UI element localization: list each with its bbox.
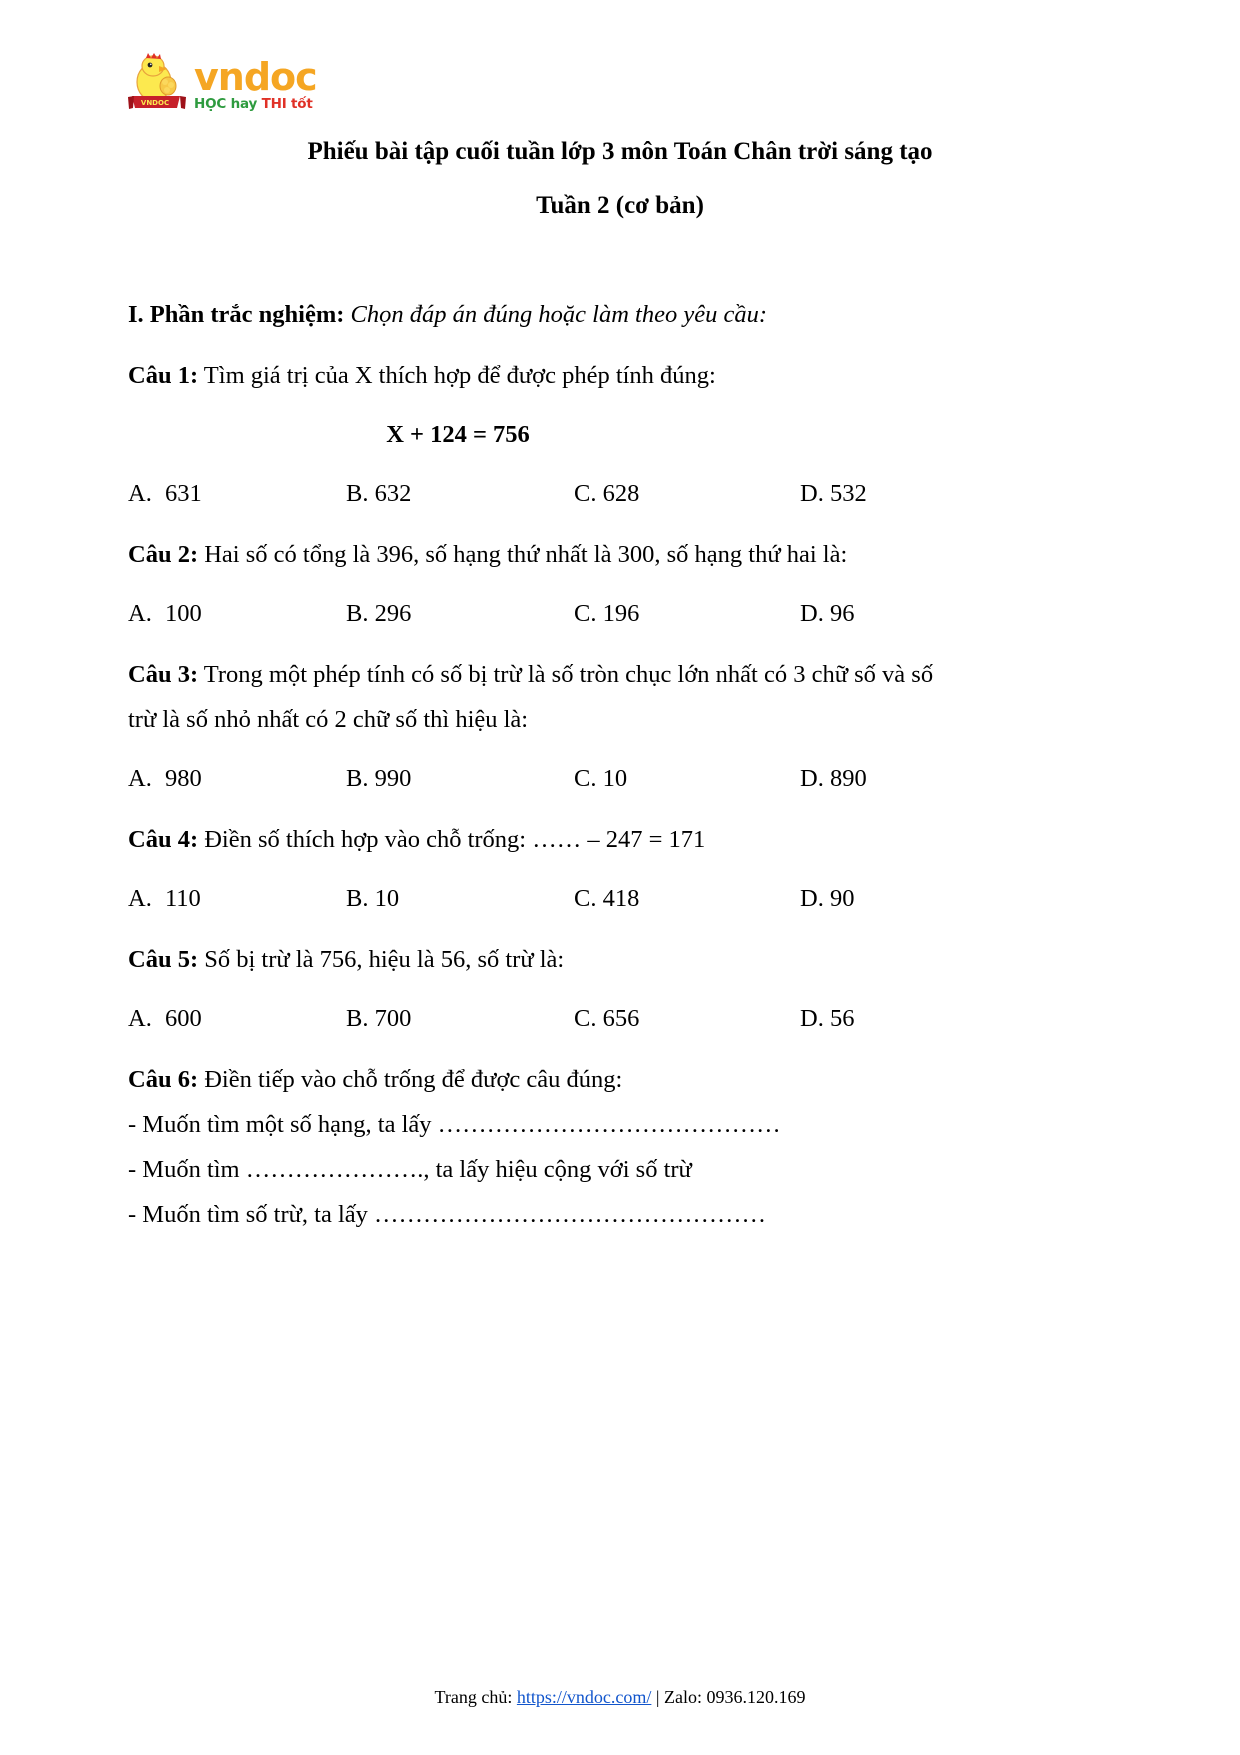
- option-letter: C.: [574, 765, 597, 792]
- question-2-label: Câu 2:: [128, 541, 199, 568]
- question-6-blank-3[interactable]: - Muốn tìm số trừ, ta lấy …………………………………………: [128, 1201, 767, 1228]
- question-1-option-c[interactable]: [574, 471, 800, 516]
- logo-wordmark: vndoc: [194, 55, 317, 99]
- option-letter: C.: [574, 885, 597, 912]
- option-letter: A.: [128, 600, 152, 627]
- question-1: [128, 353, 958, 398]
- question-4-option-c[interactable]: [574, 876, 800, 921]
- option-letter: D.: [800, 600, 824, 627]
- option-value: 532: [829, 480, 867, 507]
- option-letter: B.: [346, 600, 369, 627]
- question-5-option-b[interactable]: [346, 996, 574, 1041]
- question-2-option-a[interactable]: [128, 591, 346, 636]
- option-letter: D.: [800, 765, 824, 792]
- question-2: [128, 532, 958, 577]
- option-value: 700: [374, 1005, 412, 1032]
- option-letter: C.: [574, 600, 597, 627]
- page-footer: [0, 1685, 1240, 1709]
- option-value: 990: [374, 765, 412, 792]
- question-2-text: Hai số có tổng là 396, số hạng thứ nhất là 300, số hạng thứ hai là:: [198, 541, 848, 568]
- option-value: 96: [829, 600, 855, 627]
- question-5-text: Số bị trừ là 756, hiệu là 56, số trừ là:: [198, 946, 565, 973]
- question-2-option-c[interactable]: [574, 591, 800, 636]
- option-letter: B.: [346, 765, 369, 792]
- section-heading-bold: I. Phần trắc nghiệm:: [128, 301, 345, 328]
- question-5-option-a[interactable]: [128, 996, 346, 1041]
- option-letter: D.: [800, 885, 824, 912]
- option-letter: C.: [574, 1005, 597, 1032]
- question-6-label: Câu 6:: [128, 1066, 199, 1093]
- question-5-label: Câu 5:: [128, 946, 199, 973]
- option-value: 56: [829, 1005, 855, 1032]
- option-letter: B.: [346, 480, 369, 507]
- option-value: 890: [829, 765, 867, 792]
- question-3: [128, 652, 958, 742]
- question-6: [128, 1057, 958, 1102]
- logo-tagline: [194, 96, 317, 112]
- question-1-equation: X + 124 = 756: [386, 421, 530, 448]
- option-value: 196: [602, 600, 640, 627]
- option-value: 296: [374, 600, 412, 627]
- option-value: 10: [374, 885, 400, 912]
- question-3-option-b[interactable]: [346, 756, 574, 801]
- option-value: 10: [602, 765, 628, 792]
- option-letter: D.: [800, 1005, 824, 1032]
- question-4-option-b[interactable]: [346, 876, 574, 921]
- section-heading: [128, 292, 958, 337]
- option-value: 656: [602, 1005, 640, 1032]
- logo-tagline-part2: THI tốt: [261, 96, 313, 112]
- question-4-label: Câu 4:: [128, 826, 199, 853]
- question-4-options: [128, 876, 958, 921]
- question-3-label: Câu 3:: [128, 661, 199, 688]
- option-letter: B.: [346, 885, 369, 912]
- question-3-option-a[interactable]: [128, 756, 346, 801]
- option-value: 631: [164, 480, 202, 507]
- option-letter: D.: [800, 480, 824, 507]
- document-body: [128, 292, 958, 1237]
- question-4-option-a[interactable]: [128, 876, 346, 921]
- option-letter: C.: [574, 480, 597, 507]
- option-value: 100: [164, 600, 202, 627]
- option-value: 980: [164, 765, 202, 792]
- question-2-options: [128, 591, 958, 636]
- option-letter: A.: [128, 885, 152, 912]
- question-6-text: Điền tiếp vào chỗ trống để được câu đúng:: [198, 1066, 623, 1093]
- question-1-option-b[interactable]: [346, 471, 574, 516]
- option-value: 632: [374, 480, 412, 507]
- page-title: Phiếu bài tập cuối tuần lớp 3 môn Toán Chân trời sáng tạo: [307, 138, 933, 165]
- footer-prefix: Trang chủ:: [434, 1687, 517, 1707]
- section-heading-italic: Chọn đáp án đúng hoặc làm theo yêu cầu:: [344, 301, 767, 328]
- option-value: 628: [602, 480, 640, 507]
- svg-text:VNDOC: VNDOC: [140, 99, 170, 107]
- option-letter: A.: [128, 765, 152, 792]
- vndoc-logo[interactable]: [128, 52, 317, 114]
- question-1-text: Tìm giá trị của X thích hợp để được phép tính đúng:: [198, 362, 716, 389]
- question-3-option-d[interactable]: [800, 756, 940, 801]
- question-5-option-d[interactable]: [800, 996, 940, 1041]
- question-6-blank-1[interactable]: - Muốn tìm một số hạng, ta lấy ……………………………………: [128, 1111, 781, 1138]
- question-3-text: Trong một phép tính có số bị trừ là số tròn chục lớn nhất có 3 chữ số và số trừ là số nhỏ nhất có 2 chữ số thì hiệu là:: [128, 661, 934, 733]
- question-1-option-d[interactable]: [800, 471, 940, 516]
- option-letter: A.: [128, 480, 152, 507]
- question-1-label: Câu 1:: [128, 362, 199, 389]
- question-2-option-d[interactable]: [800, 591, 940, 636]
- question-5-option-c[interactable]: [574, 996, 800, 1041]
- question-4-option-d[interactable]: [800, 876, 940, 921]
- option-value: 110: [164, 885, 201, 912]
- question-1-options: [128, 471, 958, 516]
- question-2-option-b[interactable]: [346, 591, 574, 636]
- option-value: 600: [164, 1005, 202, 1032]
- footer-suffix: | Zalo: 0936.120.169: [651, 1687, 806, 1707]
- footer-homepage-link[interactable]: https://vndoc.com/: [516, 1687, 652, 1707]
- option-value: 418: [602, 885, 640, 912]
- option-letter: B.: [346, 1005, 369, 1032]
- option-letter: A.: [128, 1005, 152, 1032]
- question-3-option-c[interactable]: [574, 756, 800, 801]
- page-subtitle: Tuần 2 (cơ bản): [536, 192, 704, 219]
- question-5: [128, 937, 958, 982]
- question-5-options: [128, 996, 958, 1041]
- question-1-option-a[interactable]: [128, 471, 346, 516]
- question-4: [128, 817, 958, 862]
- logo-tagline-part1: HỌC hay: [194, 96, 262, 112]
- chick-mascot-icon: [128, 52, 186, 114]
- option-value: 90: [829, 885, 855, 912]
- question-6-blank-2[interactable]: - Muốn tìm …………………., ta lấy hiệu cộng với số trừ: [128, 1156, 692, 1183]
- question-4-text: Điền số thích hợp vào chỗ trống: …… – 247 = 171: [198, 826, 706, 853]
- question-3-options: [128, 756, 958, 801]
